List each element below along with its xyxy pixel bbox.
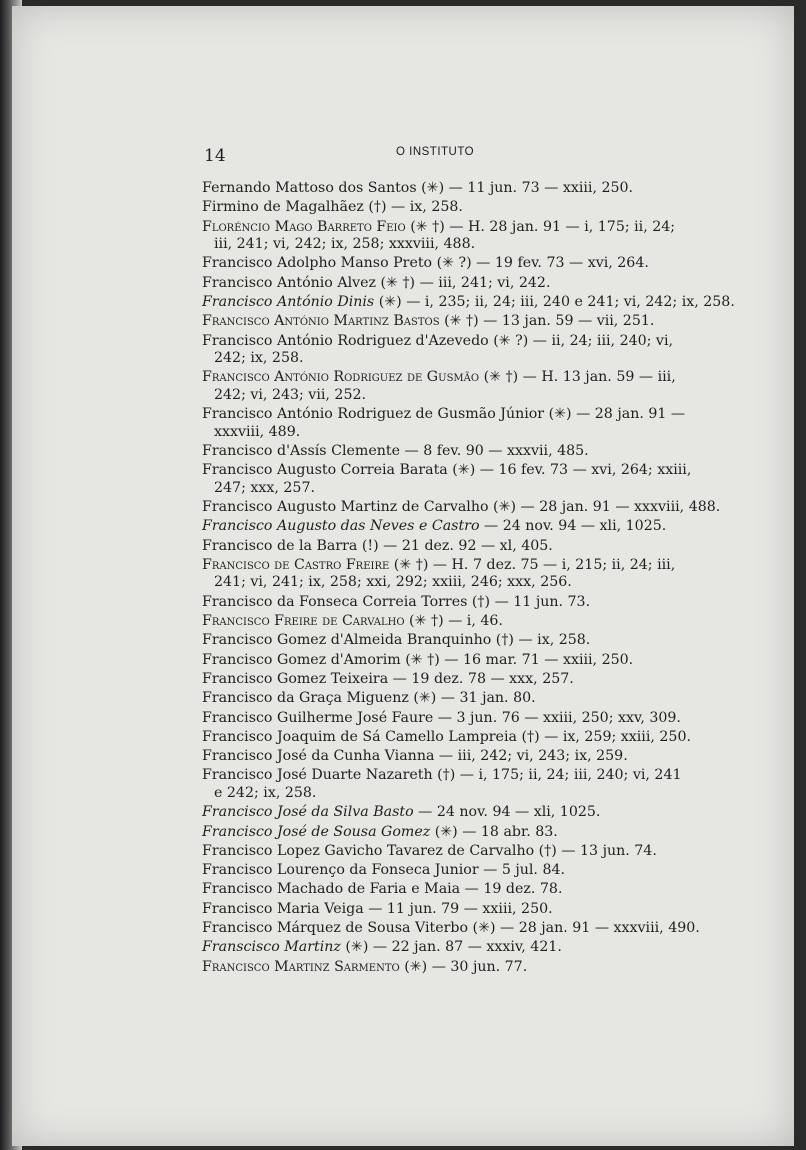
entry-reference: (✳) — 28 jan. 91 — xxxviii, 490. — [468, 920, 700, 936]
entry-reference: — 19 dez. 78. — [460, 881, 563, 898]
entry-name: Francisco da Fonseca Correia Torres — [202, 593, 468, 610]
list-item — [202, 369, 692, 404]
entry-name: Franscisco Martinz — [202, 939, 341, 956]
list-item — [202, 824, 692, 842]
list-item — [202, 333, 692, 368]
entry-reference: — 24 nov. 94 — xli, 1025. — [413, 804, 601, 821]
list-item — [202, 671, 692, 689]
entry-name: Francisco José Duarte Nazareth — [202, 767, 433, 784]
entry-reference: (✳) — 28 jan. 91 — xxxviii, 488. — [488, 499, 721, 516]
list-item — [202, 901, 692, 919]
entry-reference: (✳) — 30 jun. 77. — [399, 958, 528, 975]
entry-reference: (†) — ix, 259; xxiii, 250. — [516, 728, 691, 745]
list-item — [202, 180, 692, 198]
entry-name: Francisco Gomez d'Amorim — [202, 651, 401, 668]
entry-list — [202, 180, 735, 978]
entry-reference: (✳ †) — H. 7 dez. 75 — i, 215; ii, 24; iii, 241; vi, 241; ix, 258; xxi, 292; xxiii, 246; xxx, 256. — [214, 556, 676, 591]
entry-name: Francisco José da Silva Basto — [202, 804, 414, 821]
entry-name: Francisco Machado de Faria e Maia — [202, 881, 461, 898]
entry-reference: (✳ ?) — 19 fev. 73 — xvi, 264. — [432, 255, 649, 272]
list-item — [202, 690, 692, 708]
list-item — [202, 959, 692, 977]
list-item — [202, 613, 692, 631]
entry-name: Francisco Gomez d'Almeida Branquinho — [202, 632, 492, 649]
list-item — [202, 710, 692, 728]
entry-reference: — 11 jun. 79 — xxiii, 250. — [363, 900, 553, 917]
entry-reference: (†) — 13 jun. 74. — [534, 842, 657, 859]
entry-reference: (✳) — 18 abr. 83. — [430, 823, 558, 840]
list-item — [202, 275, 692, 293]
list-item — [202, 219, 692, 254]
entry-name: Francisco António Rodriguez de Gusmão Júnior — [202, 406, 545, 423]
list-item — [202, 632, 692, 650]
list-item — [202, 652, 692, 670]
entry-reference: — 8 fev. 90 — xxxvii, 485. — [399, 442, 589, 459]
entry-name: Francisco Márquez de Sousa Viterbo — [202, 920, 469, 936]
entry-reference: (✳) — 11 jun. 73 — xxiii, 250. — [416, 180, 634, 196]
list-item — [202, 293, 735, 312]
list-item — [202, 862, 692, 880]
entry-name: Francisco da Graça Miguenz — [202, 690, 409, 707]
entry-reference: (✳ †) — 13 jan. 59 — vii, 251. — [439, 313, 655, 330]
page-number: 14 — [204, 146, 226, 166]
list-item — [202, 767, 692, 802]
entry-name: Floréncio Mago Barreto Feio — [202, 218, 406, 235]
list-item — [202, 729, 692, 747]
entry-name: Francisco Freire de Carvalho — [202, 613, 405, 630]
entry-reference: (✳ †) — H. 28 jan. 91 — i, 175; ii, 24; iii, 241; vi, 242; ix, 258; xxxviii, 488. — [214, 218, 676, 253]
list-item — [202, 499, 721, 517]
entry-reference: — 24 nov. 94 — xli, 1025. — [479, 518, 667, 535]
entry-reference: (†) — ix, 258. — [491, 632, 591, 649]
entry-reference: (†) — 11 jun. 73. — [467, 593, 591, 610]
entry-name: Francisco Guilherme José Faure — [202, 709, 434, 726]
entry-name: Francisco Augusto Correia Barata — [202, 462, 448, 479]
entry-reference: (!) — 21 dez. 92 — xl, 405. — [357, 537, 553, 554]
entry-reference: — iii, 242; vi, 243; ix, 259. — [434, 748, 628, 765]
entry-name: Francisco António Alvez — [202, 274, 377, 291]
entry-name: Francisco José de Sousa Gomez — [202, 823, 431, 840]
entry-reference: (✳ †) — 16 mar. 71 — xxiii, 250. — [400, 651, 634, 668]
list-item — [202, 313, 692, 331]
list-item — [202, 881, 692, 899]
list-item — [202, 443, 692, 461]
list-item — [202, 538, 692, 556]
entry-name: Francisco António Martinz Bastos — [202, 313, 440, 330]
entry-reference: (✳ †) — H. 13 jan. 59 — iii, 242; vi, 243; vii, 252. — [214, 369, 676, 403]
entry-reference: (✳ ?) — ii, 24; iii, 240; vi, 242; ix, 258. — [214, 332, 673, 367]
list-item — [202, 748, 692, 766]
list-item — [202, 843, 692, 861]
entry-name: Fernando Mattoso dos Santos — [202, 180, 417, 196]
entry-name: Francisco António Rodriguez de Gusmão — [202, 369, 480, 386]
entry-reference: (✳) — 31 jan. 80. — [408, 690, 536, 707]
entry-name: Francisco d'Assís Clemente — [202, 442, 400, 459]
list-item — [202, 406, 692, 441]
list-item — [202, 255, 692, 273]
list-item — [202, 920, 700, 938]
list-item — [202, 518, 692, 536]
list-item — [202, 939, 692, 957]
list-item — [202, 462, 692, 497]
entry-reference: (†) — i, 175; ii, 24; iii, 240; vi, 241 e 242; ix, 258. — [214, 767, 682, 801]
entry-name: Francisco Joaquim de Sá Camello Lampreia — [202, 728, 517, 745]
entry-reference: — 19 dez. 78 — xxx, 257. — [388, 670, 574, 687]
entry-name: Francisco Lourenço da Fonseca Junior — [202, 862, 479, 879]
entry-reference: (✳ †) — i, 46. — [404, 613, 503, 630]
list-item — [202, 594, 692, 612]
entry-name: Francisco Gomez Teixeira — [202, 670, 389, 687]
entry-name: Francisco Augusto Martinz de Carvalho — [202, 499, 489, 516]
entry-reference: — 5 jul. 84. — [478, 862, 566, 879]
entry-name: Francisco José da Cunha Vianna — [202, 748, 435, 765]
entry-reference: (✳) — 22 jan. 87 — xxxiv, 421. — [340, 939, 562, 956]
entry-name: Francisco Augusto das Neves e Castro — [202, 518, 480, 535]
list-item — [202, 557, 692, 592]
entry-name: Francisco Lopez Gavicho Tavarez de Carvalho — [202, 842, 535, 859]
entry-reference: (✳) — i, 235; ii, 24; iii, 240 e 241; vi, 242; ix, 258. — [374, 293, 735, 310]
page-header — [204, 140, 684, 170]
entry-reference: (†) — ix, 258. — [363, 199, 463, 216]
entry-name: Firmino de Magalhãez — [202, 199, 364, 216]
entry-reference: (✳) — 16 fev. 73 — xvi, 264; xxiii, 247; xxx, 257. — [214, 462, 692, 496]
entry-name: Francisco Adolpho Manso Preto — [202, 255, 433, 272]
entry-reference: (✳) — 28 jan. 91 — xxxviii, 489. — [214, 406, 686, 440]
list-item — [202, 199, 692, 217]
entry-name: Francisco Martinz Sarmento — [202, 958, 400, 975]
entry-reference: — 3 jun. 76 — xxiii, 250; xxv, 309. — [433, 709, 681, 726]
entry-reference: (✳ †) — iii, 241; vi, 242. — [376, 274, 551, 291]
entry-name: Francisco de la Barra — [202, 537, 358, 554]
entry-name: Francisco Maria Veiga — [202, 900, 364, 917]
running-head: O INSTITUTO — [396, 146, 475, 158]
entry-name: Francisco António Dinis — [202, 293, 375, 310]
list-item — [202, 804, 692, 822]
entry-name: Francisco de Castro Freire — [202, 556, 390, 573]
entry-name: Francisco António Rodriguez d'Azevedo — [202, 332, 489, 349]
